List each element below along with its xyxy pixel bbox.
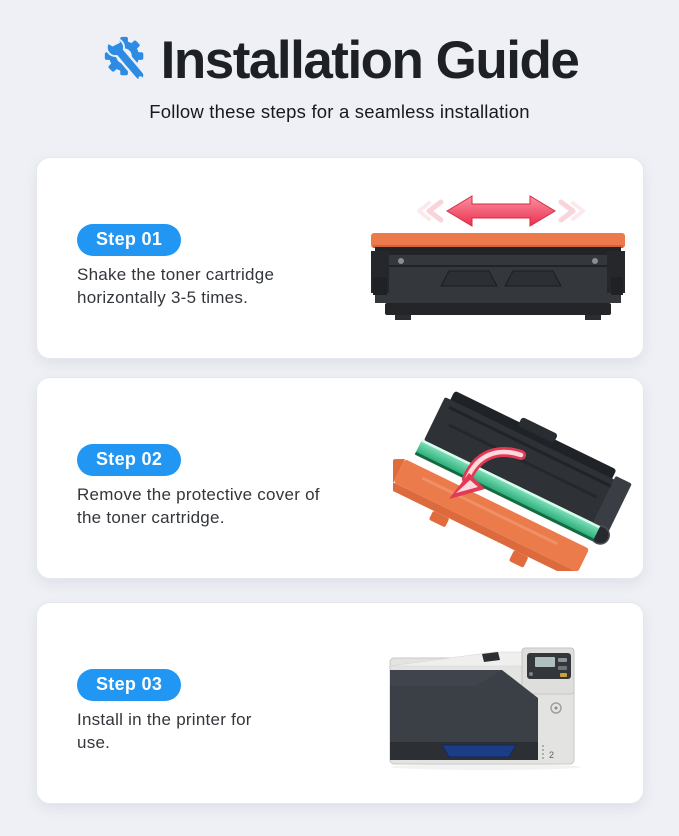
step-03-text-line-1: Install in the printer for xyxy=(77,710,252,729)
step-03-text xyxy=(77,709,252,754)
step-01-text-line-2: horizontally 3-5 times. xyxy=(77,287,249,307)
step-02-text-line-2: the toner cartridge. xyxy=(77,507,225,527)
printer-illustration xyxy=(386,646,616,776)
toner-cartridge-shake-illustration xyxy=(371,189,631,329)
step-02-card xyxy=(36,377,644,579)
step-01-text xyxy=(77,264,274,309)
header xyxy=(0,0,679,140)
step-01-text-line-1: Shake the toner cartridge xyxy=(77,265,275,284)
step-03-card xyxy=(36,602,644,804)
printer-tray-number: 2 xyxy=(549,750,555,760)
step-02-text xyxy=(77,484,320,529)
protective-cover-removal-illustration xyxy=(393,391,643,576)
gear-wrench-icon xyxy=(101,30,151,91)
step-01-card xyxy=(36,157,644,359)
step-02-badge: Step 02 xyxy=(77,444,181,476)
step-03-badge: Step 03 xyxy=(77,669,181,701)
step-01-badge: Step 01 xyxy=(77,224,181,256)
page-title: Installation Guide xyxy=(160,30,579,90)
page-subtitle: Follow these steps for a seamless installation xyxy=(149,101,530,122)
step-03-text-line-2: use. xyxy=(77,732,111,752)
step-02-text-line-1: Remove the protective cover of xyxy=(77,485,320,504)
title-row xyxy=(101,30,579,91)
